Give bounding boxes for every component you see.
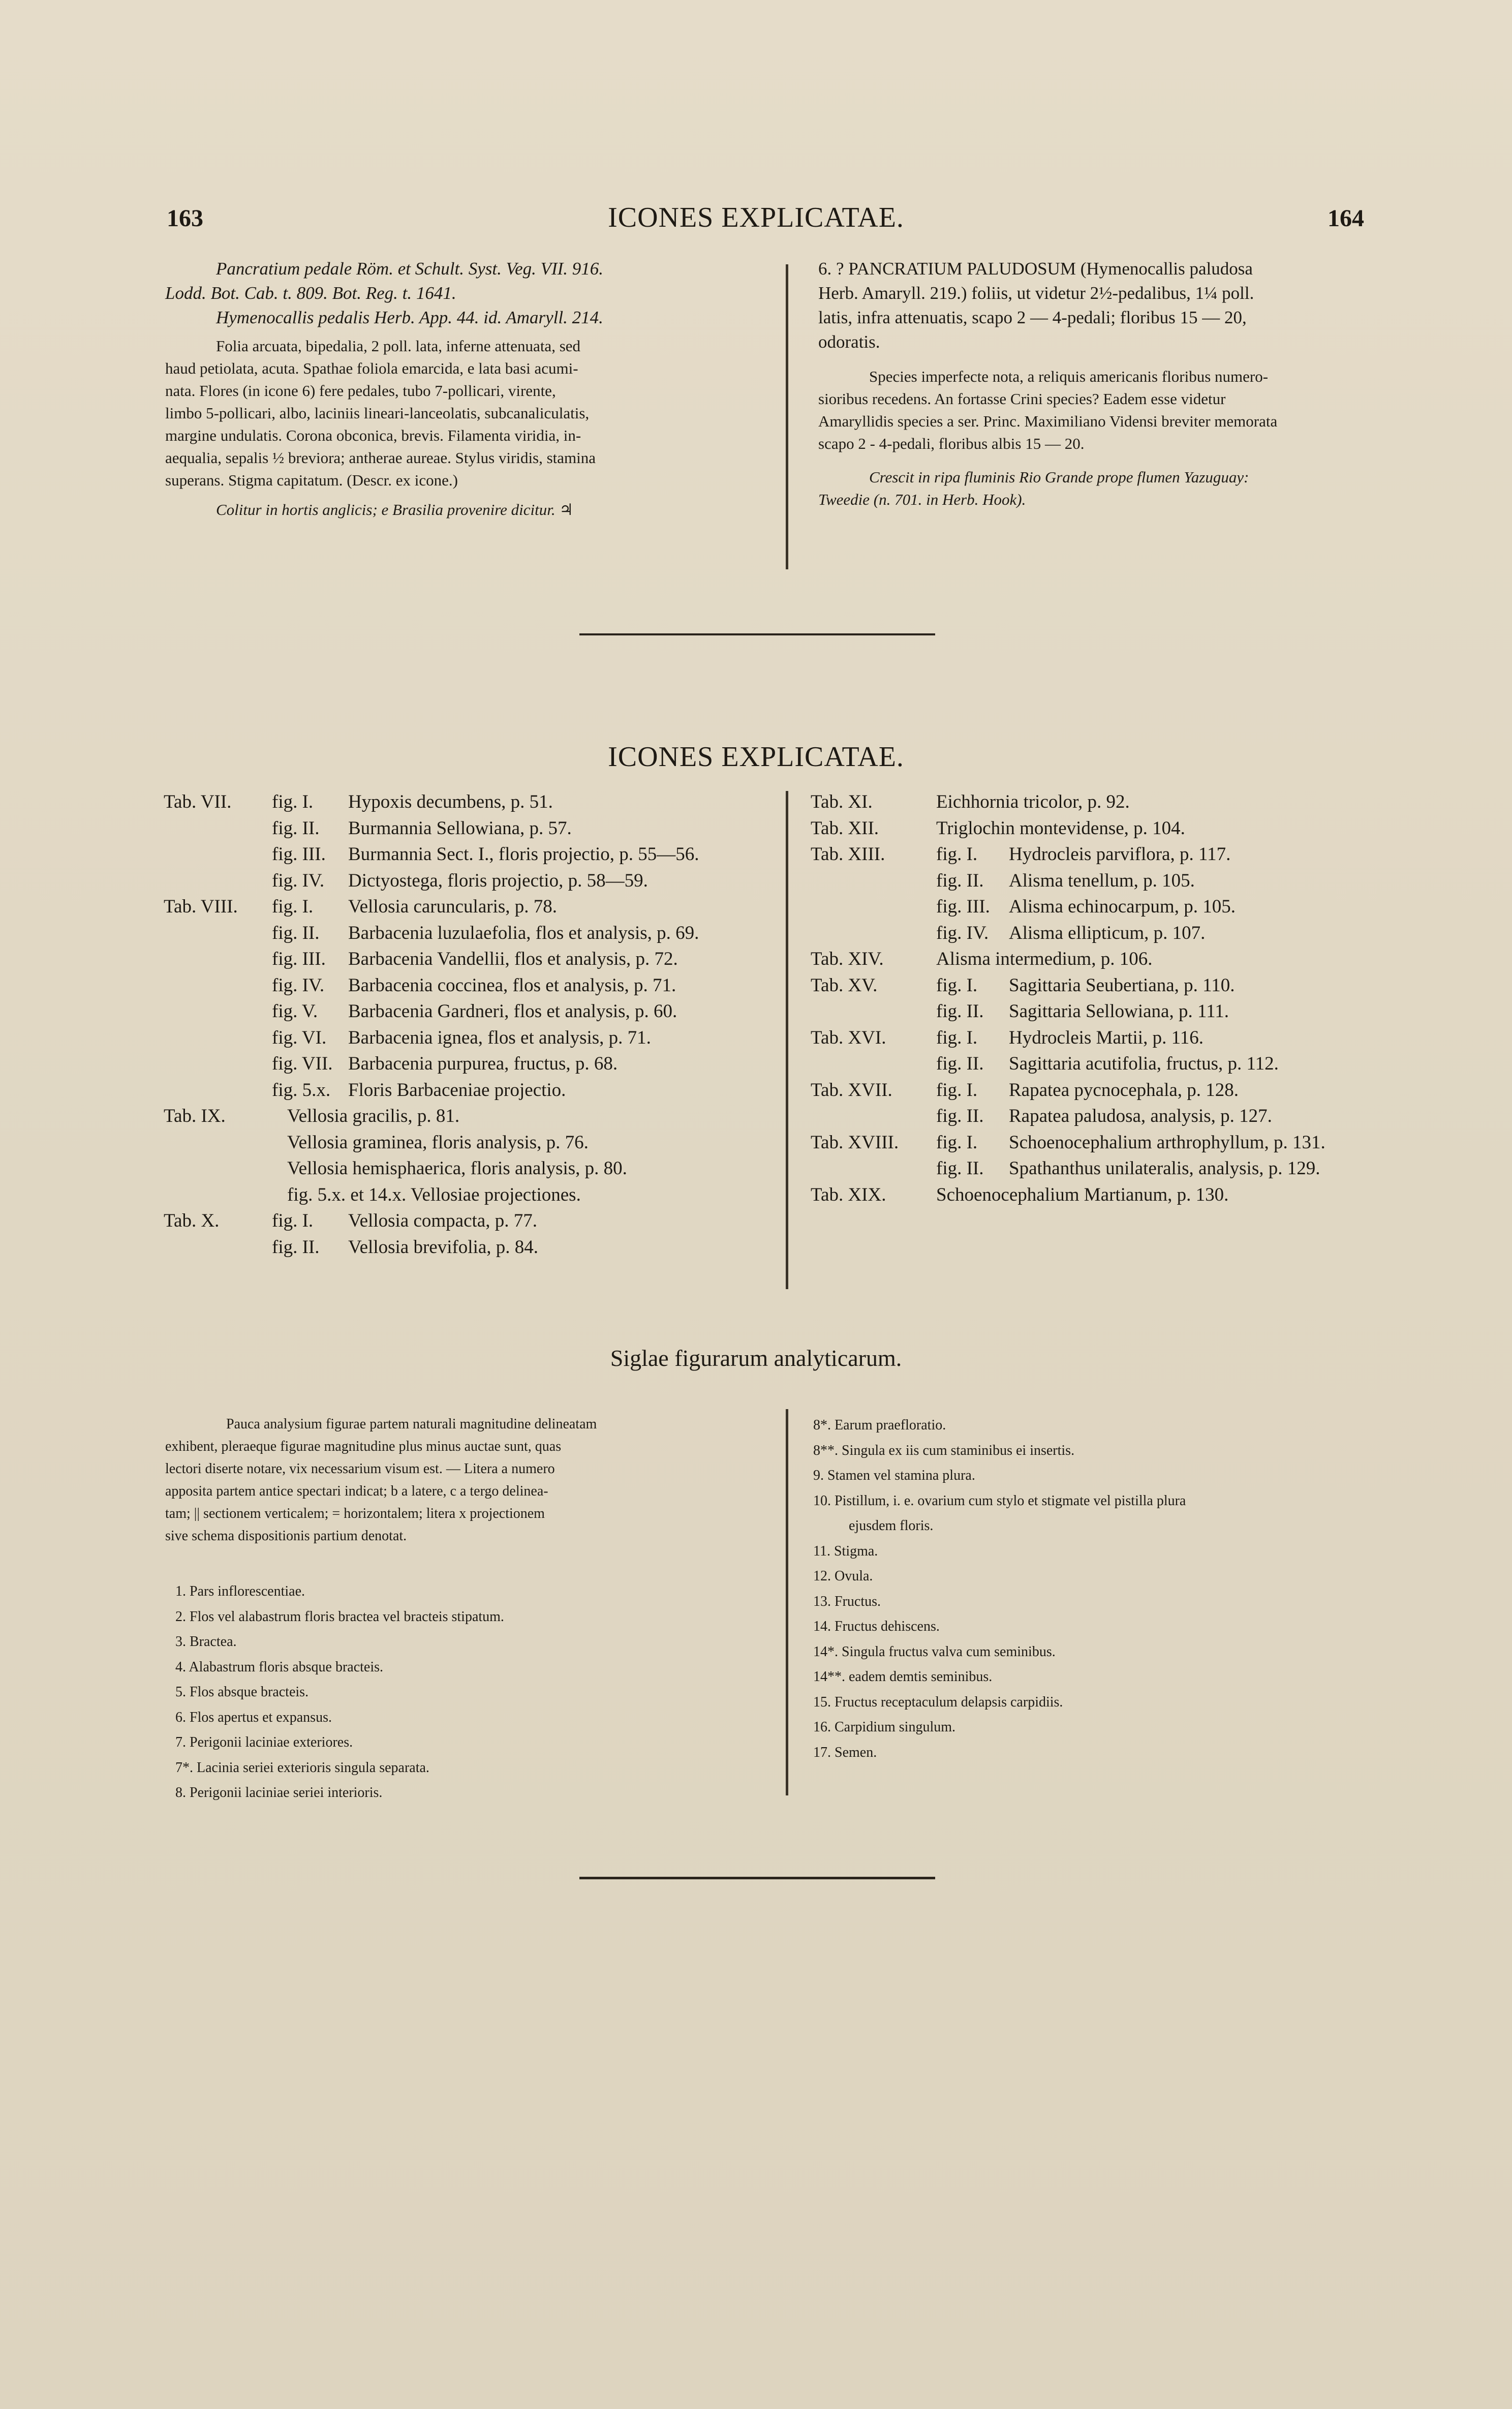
- note-line: scapo 2 - 4-pedali, floribus albis 15 — 20.: [818, 435, 1085, 452]
- description-line: margine undulatis. Corona obconica, brevis. Filamenta viridia, in-: [165, 426, 581, 444]
- section-title: Siglae figurarum analyticarum.: [610, 1345, 902, 1371]
- intro-line: Pauca analysium figurae partem naturali magnitudine delineatam: [226, 1416, 597, 1432]
- figure-number: fig. I.: [272, 1210, 314, 1231]
- plate-number: Tab. XVIII.: [811, 1132, 899, 1153]
- plate-number: Tab. VIII.: [164, 896, 238, 917]
- siglae-intro: [165, 1413, 767, 1547]
- plate-number: Tab. XIV.: [811, 949, 884, 969]
- figure-number: fig. I.: [272, 791, 314, 812]
- sigla-item: 13. Fructus.: [813, 1593, 881, 1609]
- sigla-item: 10. Pistillum, i. e. ovarium cum stylo et stigmate vel pistilla plura: [813, 1492, 1186, 1509]
- figure-number: fig. III.: [272, 844, 326, 865]
- plate-number: Tab. XVI.: [811, 1027, 886, 1048]
- page-number-left: 163: [167, 205, 203, 232]
- plate-caption: Barbacenia luzulaefolia, flos et analysis, p. 69.: [348, 922, 699, 943]
- plate-caption: Hydrocleis parviflora, p. 117.: [1009, 844, 1231, 865]
- description-line: aequalia, sepalis ½ breviora; antherae aureae. Stylus viridis, stamina: [165, 449, 596, 467]
- plate-caption: Rapatea paludosa, analysis, p. 127.: [1009, 1106, 1272, 1126]
- column-divider: [786, 1409, 788, 1795]
- figure-number: fig. III.: [272, 949, 326, 969]
- figure-number: fig. I.: [936, 974, 978, 996]
- figure-number: fig. IV.: [272, 870, 325, 891]
- plate-caption: Vellosia hemisphaerica, floris analysis, p. 80.: [287, 1158, 627, 1179]
- intro-line: exhibent, pleraeque figurae magnitudine plus minus auctae sunt, quas: [165, 1439, 562, 1454]
- sigla-item: 15. Fructus receptaculum delapsis carpidiis.: [813, 1694, 1063, 1710]
- plate-number: Tab. XII.: [811, 817, 879, 839]
- description-line: haud petiolata, acuta. Spathae foliola emarcida, e lata basi acumi-: [165, 359, 578, 377]
- reference-line: Lodd. Bot. Cab. t. 809. Bot. Reg. t. 1641.: [165, 283, 456, 303]
- sigla-item: 8**. Singula ex iis cum staminibus ei insertis.: [813, 1442, 1075, 1458]
- plate-caption: Alisma intermedium, p. 106.: [936, 949, 1153, 969]
- sigla-item: 11. Stigma.: [813, 1543, 878, 1559]
- species-heading-line: 6. ? PANCRATIUM PALUDOSUM (Hymenocallis paludosa: [818, 259, 1253, 279]
- plate-caption: fig. 5.x. et 14.x. Vellosiae projectiones.: [287, 1184, 581, 1205]
- figure-number: fig. II.: [936, 870, 984, 891]
- note-line: sioribus recedens. An fortasse Crini species? Eadem esse videtur: [818, 390, 1226, 408]
- plate-number: Tab. VII.: [164, 791, 232, 812]
- plate-caption: Alisma echinocarpum, p. 105.: [1009, 896, 1236, 917]
- plate-caption: Alisma ellipticum, p. 107.: [1009, 922, 1206, 943]
- figure-number: fig. IV.: [936, 922, 989, 943]
- plate-caption: Floris Barbaceniae projectio.: [348, 1079, 566, 1101]
- sigla-item: 16. Carpidium singulum.: [813, 1719, 955, 1735]
- plate-number: Tab. IX.: [164, 1106, 226, 1126]
- section-rule: [579, 633, 935, 635]
- plate-caption: Barbacenia purpurea, fructus, p. 68.: [348, 1053, 618, 1074]
- reference-line: Pancratium pedale Röm. et Schult. Syst. Veg. VII. 916.: [216, 259, 604, 279]
- intro-line: apposita partem antice spectari indicat; b a latere, c a tergo delinea-: [165, 1483, 548, 1499]
- habitat-line: Colitur in hortis anglicis; e Brasilia provenire dicitur. ♃: [216, 501, 574, 519]
- plate-number: Tab. XVII.: [811, 1079, 892, 1101]
- figure-number: fig. II.: [272, 1236, 320, 1258]
- description: [165, 335, 767, 492]
- description-line: superans. Stigma capitatum. (Descr. ex icone.): [165, 471, 458, 489]
- figure-number: fig. III.: [936, 896, 990, 917]
- figure-number: fig. 5.x.: [272, 1079, 331, 1101]
- figure-number: fig. I.: [936, 1132, 978, 1153]
- species-heading-line: latis, infra attenuatis, scapo 2 — 4-pedali; floribus 15 — 20,: [818, 308, 1247, 327]
- figure-number: fig. VII.: [272, 1053, 333, 1074]
- plate-caption: Dictyostega, floris projectio, p. 58—59.: [348, 870, 648, 891]
- plate-caption: Rapatea pycnocephala, p. 128.: [1009, 1079, 1239, 1101]
- plate-number: Tab. XIX.: [811, 1184, 886, 1205]
- plate-number: Tab. XIII.: [811, 844, 885, 865]
- habitat-line: Crescit in ripa fluminis Rio Grande prope flumen Yazuguay:: [869, 468, 1249, 486]
- section-rule: [579, 1877, 935, 1879]
- plate-number: Tab. XI.: [811, 791, 873, 812]
- note-line: Species imperfecte nota, a reliquis americanis floribus numero-: [869, 368, 1269, 385]
- sigla-item: 1. Pars inflorescentiae.: [175, 1583, 305, 1599]
- plate-caption: Burmannia Sellowiana, p. 57.: [348, 817, 572, 839]
- right-entry: [818, 257, 1418, 511]
- plate-caption: Barbacenia coccinea, flos et analysis, p. 71.: [348, 974, 676, 996]
- running-title: ICONES EXPLICATAE.: [608, 202, 904, 233]
- sigla-item: 5. Flos absque bracteis.: [175, 1684, 309, 1700]
- sigla-item: 7*. Lacinia seriei exterioris singula separata.: [175, 1759, 429, 1776]
- plate-caption: Schoenocephalium arthrophyllum, p. 131.: [1009, 1132, 1325, 1153]
- figure-number: fig. II.: [272, 922, 320, 943]
- species-heading-line: odoratis.: [818, 332, 880, 352]
- description-line: nata. Flores (in icone 6) fere pedales, tubo 7-pollicari, virente,: [165, 382, 556, 400]
- left-entry: [165, 257, 767, 521]
- intro-line: tam; || sectionem verticalem; = horizontalem; litera x projectionem: [165, 1506, 545, 1521]
- plate-number: Tab. XV.: [811, 974, 878, 996]
- section-title: ICONES EXPLICATAE.: [608, 741, 904, 773]
- page-number-right: 164: [1328, 205, 1364, 232]
- figure-number: fig. V.: [272, 1001, 318, 1022]
- figure-number: fig. II.: [936, 1106, 984, 1126]
- intro-line: lectori diserte notare, vix necessarium visum est. — Litera a numero: [165, 1461, 555, 1477]
- sigla-item: 8. Perigonii laciniae seriei interioris.: [175, 1785, 383, 1801]
- sigla-item: 2. Flos vel alabastrum floris bractea vel bracteis stipatum.: [175, 1608, 504, 1625]
- sigla-item: 14**. eadem demtis seminibus.: [813, 1669, 993, 1685]
- plate-caption: Triglochin montevidense, p. 104.: [936, 817, 1185, 839]
- figure-number: fig. II.: [936, 1053, 984, 1074]
- figure-number: fig. I.: [936, 844, 978, 865]
- plate-caption: Sagittaria acutifolia, fructus, p. 112.: [1009, 1053, 1279, 1074]
- intro-line: sive schema dispositionis partium denotat.: [165, 1528, 407, 1544]
- plate-number: Tab. X.: [164, 1210, 220, 1231]
- plate-caption: Spathanthus unilateralis, analysis, p. 129.: [1009, 1158, 1320, 1179]
- plate-caption: Sagittaria Seubertiana, p. 110.: [1009, 974, 1235, 996]
- plate-caption: Vellosia brevifolia, p. 84.: [348, 1236, 539, 1258]
- sigla-item: 7. Perigonii laciniae exteriores.: [175, 1734, 353, 1750]
- plate-caption: Barbacenia ignea, flos et analysis, p. 71.: [348, 1027, 651, 1048]
- species-heading-line: Herb. Amaryll. 219.) foliis, ut videtur 2½-pedalibus, 1¼ poll.: [818, 283, 1254, 303]
- figure-number: fig. I.: [936, 1027, 978, 1048]
- sigla-item: 14*. Singula fructus valva cum seminibus.: [813, 1643, 1056, 1660]
- plate-caption: Vellosia graminea, floris analysis, p. 76.: [287, 1132, 589, 1153]
- plate-caption: Vellosia compacta, p. 77.: [348, 1210, 537, 1231]
- figure-number: fig. I.: [272, 896, 314, 917]
- sigla-item: 9. Stamen vel stamina plura.: [813, 1468, 975, 1483]
- note-line: Amaryllidis species a ser. Princ. Maximiliano Vidensi breviter memorata: [818, 412, 1278, 430]
- plate-caption: Schoenocephalium Martianum, p. 130.: [936, 1184, 1229, 1205]
- sigla-item: 17. Semen.: [813, 1744, 877, 1760]
- sigla-item: ejusdem floris.: [849, 1518, 934, 1534]
- column-divider: [786, 791, 788, 1289]
- sigla-item: 8*. Earum praefloratio.: [813, 1417, 946, 1433]
- plate-caption: Sagittaria Sellowiana, p. 111.: [1009, 1001, 1229, 1022]
- description-line: limbo 5-pollicari, albo, laciniis lineari-lanceolatis, subcanaliculatis,: [165, 404, 590, 422]
- plate-caption: Alisma tenellum, p. 105.: [1009, 870, 1195, 891]
- sigla-item: 14. Fructus dehiscens.: [813, 1619, 940, 1634]
- habitat: [818, 466, 1418, 511]
- species-note: [818, 365, 1418, 455]
- plate-caption: Burmannia Sect. I., floris projectio, p. 55—56.: [348, 844, 699, 865]
- habitat-line: Tweedie (n. 701. in Herb. Hook).: [818, 491, 1026, 508]
- plate-caption: Barbacenia Vandellii, flos et analysis, p. 72.: [348, 949, 678, 969]
- figure-number: fig. I.: [936, 1079, 978, 1101]
- sigla-item: 4. Alabastrum floris absque bracteis.: [175, 1659, 384, 1675]
- sigla-item: 12. Ovula.: [813, 1568, 873, 1584]
- figure-number: fig. VI.: [272, 1027, 327, 1048]
- sigla-item: 3. Bractea.: [175, 1634, 237, 1650]
- sigla-item: 6. Flos apertus et expansus.: [175, 1709, 332, 1725]
- figure-number: fig. II.: [936, 1001, 984, 1022]
- plate-caption: Vellosia gracilis, p. 81.: [287, 1106, 460, 1126]
- plate-caption: Vellosia caruncularis, p. 78.: [348, 896, 557, 917]
- figure-number: fig. II.: [272, 817, 320, 839]
- figure-number: fig. IV.: [272, 974, 325, 996]
- plate-caption: Hypoxis decumbens, p. 51.: [348, 791, 553, 812]
- description-line: Folia arcuata, bipedalia, 2 poll. lata, inferne attenuata, sed: [216, 337, 581, 355]
- column-divider: [786, 264, 788, 569]
- plate-caption: Eichhornia tricolor, p. 92.: [936, 791, 1130, 812]
- reference-line: Hymenocallis pedalis Herb. App. 44. id. Amaryll. 214.: [216, 308, 603, 327]
- plate-caption: Hydrocleis Martii, p. 116.: [1009, 1027, 1204, 1048]
- figure-number: fig. II.: [936, 1158, 984, 1179]
- plate-caption: Barbacenia Gardneri, flos et analysis, p. 60.: [348, 1001, 677, 1022]
